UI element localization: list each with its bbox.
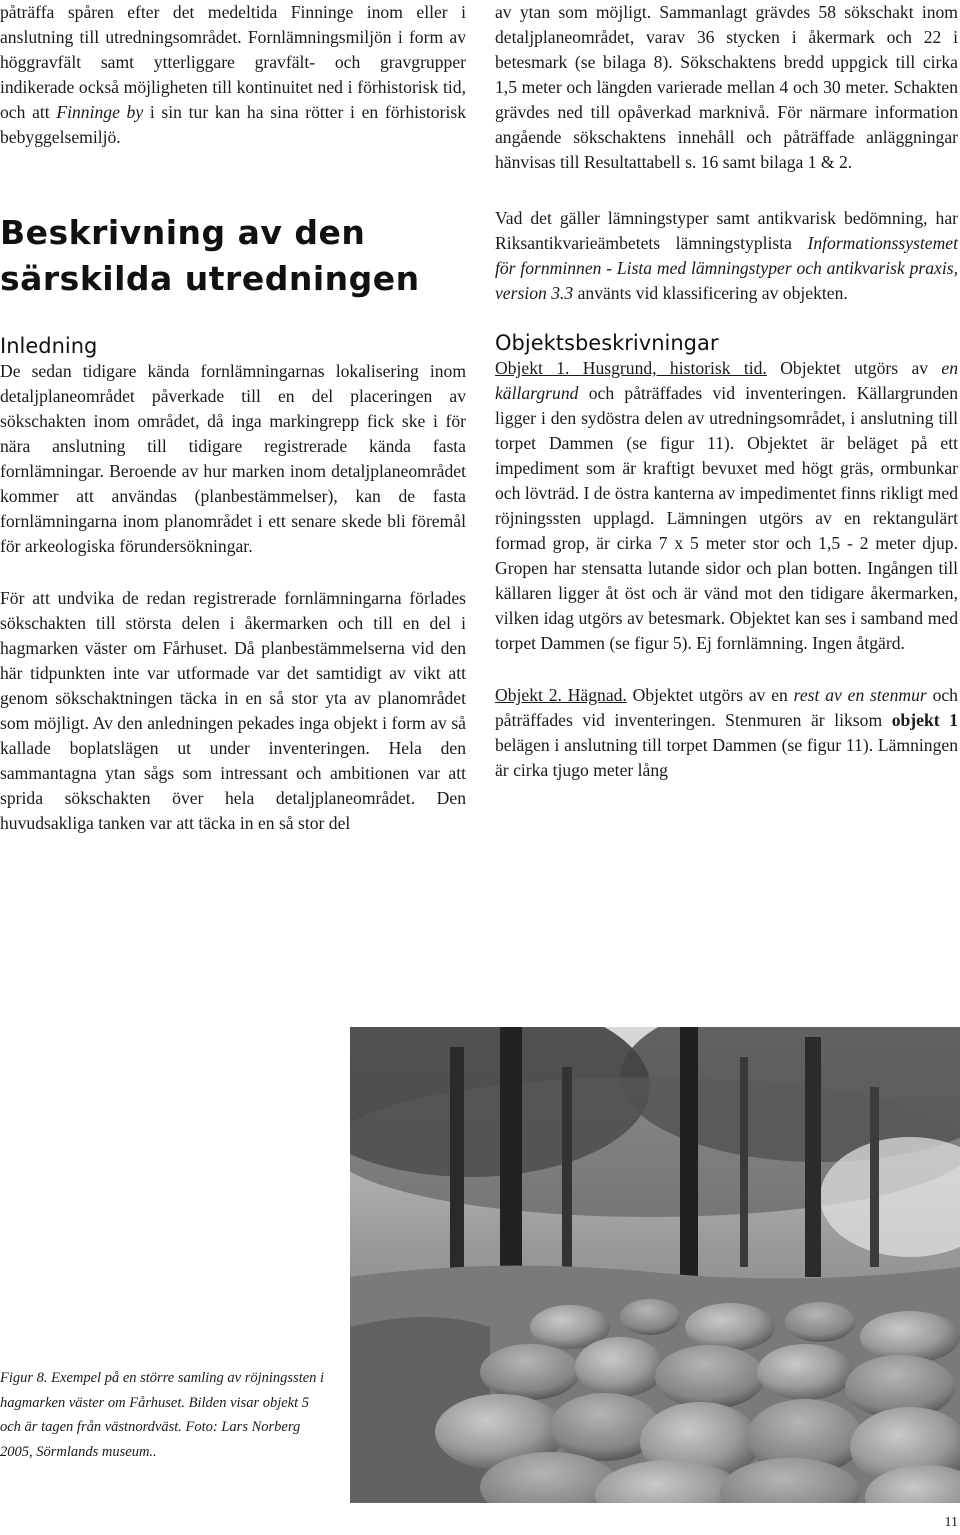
forest-stones-photo	[350, 1027, 960, 1503]
reference-title: Informationssystemet för fornminnen - Lista med lämningstyper och antikvarisk praxis, version 3.3	[495, 233, 958, 303]
right-column	[495, 0, 958, 783]
text-run: Objektet utgörs av	[766, 358, 942, 378]
intro-paragraph	[0, 0, 466, 150]
paragraph-classification	[495, 206, 958, 306]
text-run: belägen i anslutning till torpet Dammen (se figur 11). Lämningen är cirka tjugo meter lång	[495, 735, 958, 780]
place-name: Finninge by	[56, 102, 144, 122]
paragraph-trenches: av ytan som möjligt. Sammanlagt grävdes 58 sökschakt inom detaljplaneområdet, varav 36 stycken i åkermark och 22 i betesmark (se bilaga 8). Sökschaktens bredd uppgick till cirka 1,5 meter och längden varierade mellan 4 och 30 meter. Schakten grävdes ned till opåverkad marknivå. För närmare information angående sökschaktens innehåll och påträffade anläggningar hänvisas till Resultattabell s. 16 samt bilaga 1 & 2.	[495, 2, 958, 172]
object-2-label: Objekt 2. Hägnad.	[495, 685, 627, 705]
object-type: en källargrund	[495, 358, 959, 403]
figure-caption: Figur 8. Exempel på en större samling av röjningssten i hagmarken väster om Fårhuset. Bilden visar objekt 5 och är tagen från västnordväst. Foto: Lars Norberg 2005, Sörmlands museum..	[0, 1370, 325, 1460]
page-number: 11	[944, 1515, 958, 1530]
left-column	[0, 0, 466, 836]
figure-photo	[350, 1027, 960, 1503]
paragraph-strategy: För att undvika de redan registrerade fornlämningarna förlades sökschakten till största delen i åkermarken och till en del i hagmarken väster om Fårhuset. Då planbestämmelserna vid den här tidpunkten inte var utformade var det samtidigt av vikt att genom sökschaktningen täcka in en så stor yta av planområdet som möjligt. Av den anledningen pekades inga objekt i form av så kallade boplatslägen ut under inventeringen. Hela den sammantagna ytan sågs som intressant och ambitionen var att sprida sökschakten över hela detaljplaneområdet. Den huvudsakliga tanken var att täcka in en så stor del	[0, 588, 466, 833]
section-heading: Beskrivning av den särskilda utredningen	[0, 213, 420, 298]
object-1-description	[495, 356, 958, 656]
paragraph-localization: De sedan tidigare kända fornlämningarnas lokalisering inom detaljplaneområdet påverkade till en del placeringen av sökschakten inom området, då inga markingrepp fick ske i för nära anslutning till tidigare registrerade kända fasta fornlämningar. Beroende av hur marken inom detaljplaneområdet kommer att användas (planbestämmelser), kan de fasta fornlämningarna inom planområdet i ett senare skede bli föremål för arkeologiska förundersökningar.	[0, 361, 466, 556]
subsection-heading-objekt: Objektsbeskrivningar	[495, 331, 719, 355]
text-run: och påträffades vid inventeringen. Källargrunden ligger i den sydöstra delen av utredningsområdet, i anslutning till torpet Dammen (se figur 11). Objektet är beläget på ett impediment som är kraftigt bevuxet med högt gräs, ormbunkar och lövträd. I de östra kanterna av impedimentet finns rikligt med röjningssten upplagd. Lämningen utgörs av en rektangulärt formad grop, är cirka 7 x 5 meter stor och 1,5 - 2 meter djup. Gropen har stensatta lutande sidor och plan botten. Ingången till källaren ligger åt öst och är vänd mot den tidigare åkermarken, vilken idag utgörs av betesmark. Objektet kan ses i samband med torpet Dammen (se figur 5). Ej fornlämning. Ingen åtgärd.	[495, 383, 958, 653]
text-run: i sin tur kan ha sina rötter i en förhistorisk bebyggelsemiljö.	[0, 102, 466, 147]
text-run: och påträffades vid inventeringen. Stenmuren är liksom	[495, 685, 958, 730]
object-type: rest av en stenmur	[793, 685, 927, 705]
object-reference: objekt 1	[891, 710, 958, 730]
text-run: Objektet utgörs av en	[626, 685, 794, 705]
text-run: använts vid klassificering av objekten.	[573, 283, 848, 303]
text-run: påträffa spåren efter det medeltida Finninge inom eller i anslutning till utredningsområdet. Fornlämningsmiljön i form av höggravfält samt ytterliggare gravfält- och gravgrupper indikerade också möjligheten till kontinuitet ned i förhistorisk tid, och att	[0, 2, 466, 122]
subsection-heading-inledning: Inledning	[0, 334, 98, 358]
object-1-label: Objekt 1. Husgrund, historisk tid.	[495, 358, 767, 378]
text-run: Vad det gäller lämningstyper samt antikvarisk bedömning, har Riksantikvarieämbetets lämningstyplista	[495, 208, 958, 253]
object-2-description	[495, 683, 958, 783]
